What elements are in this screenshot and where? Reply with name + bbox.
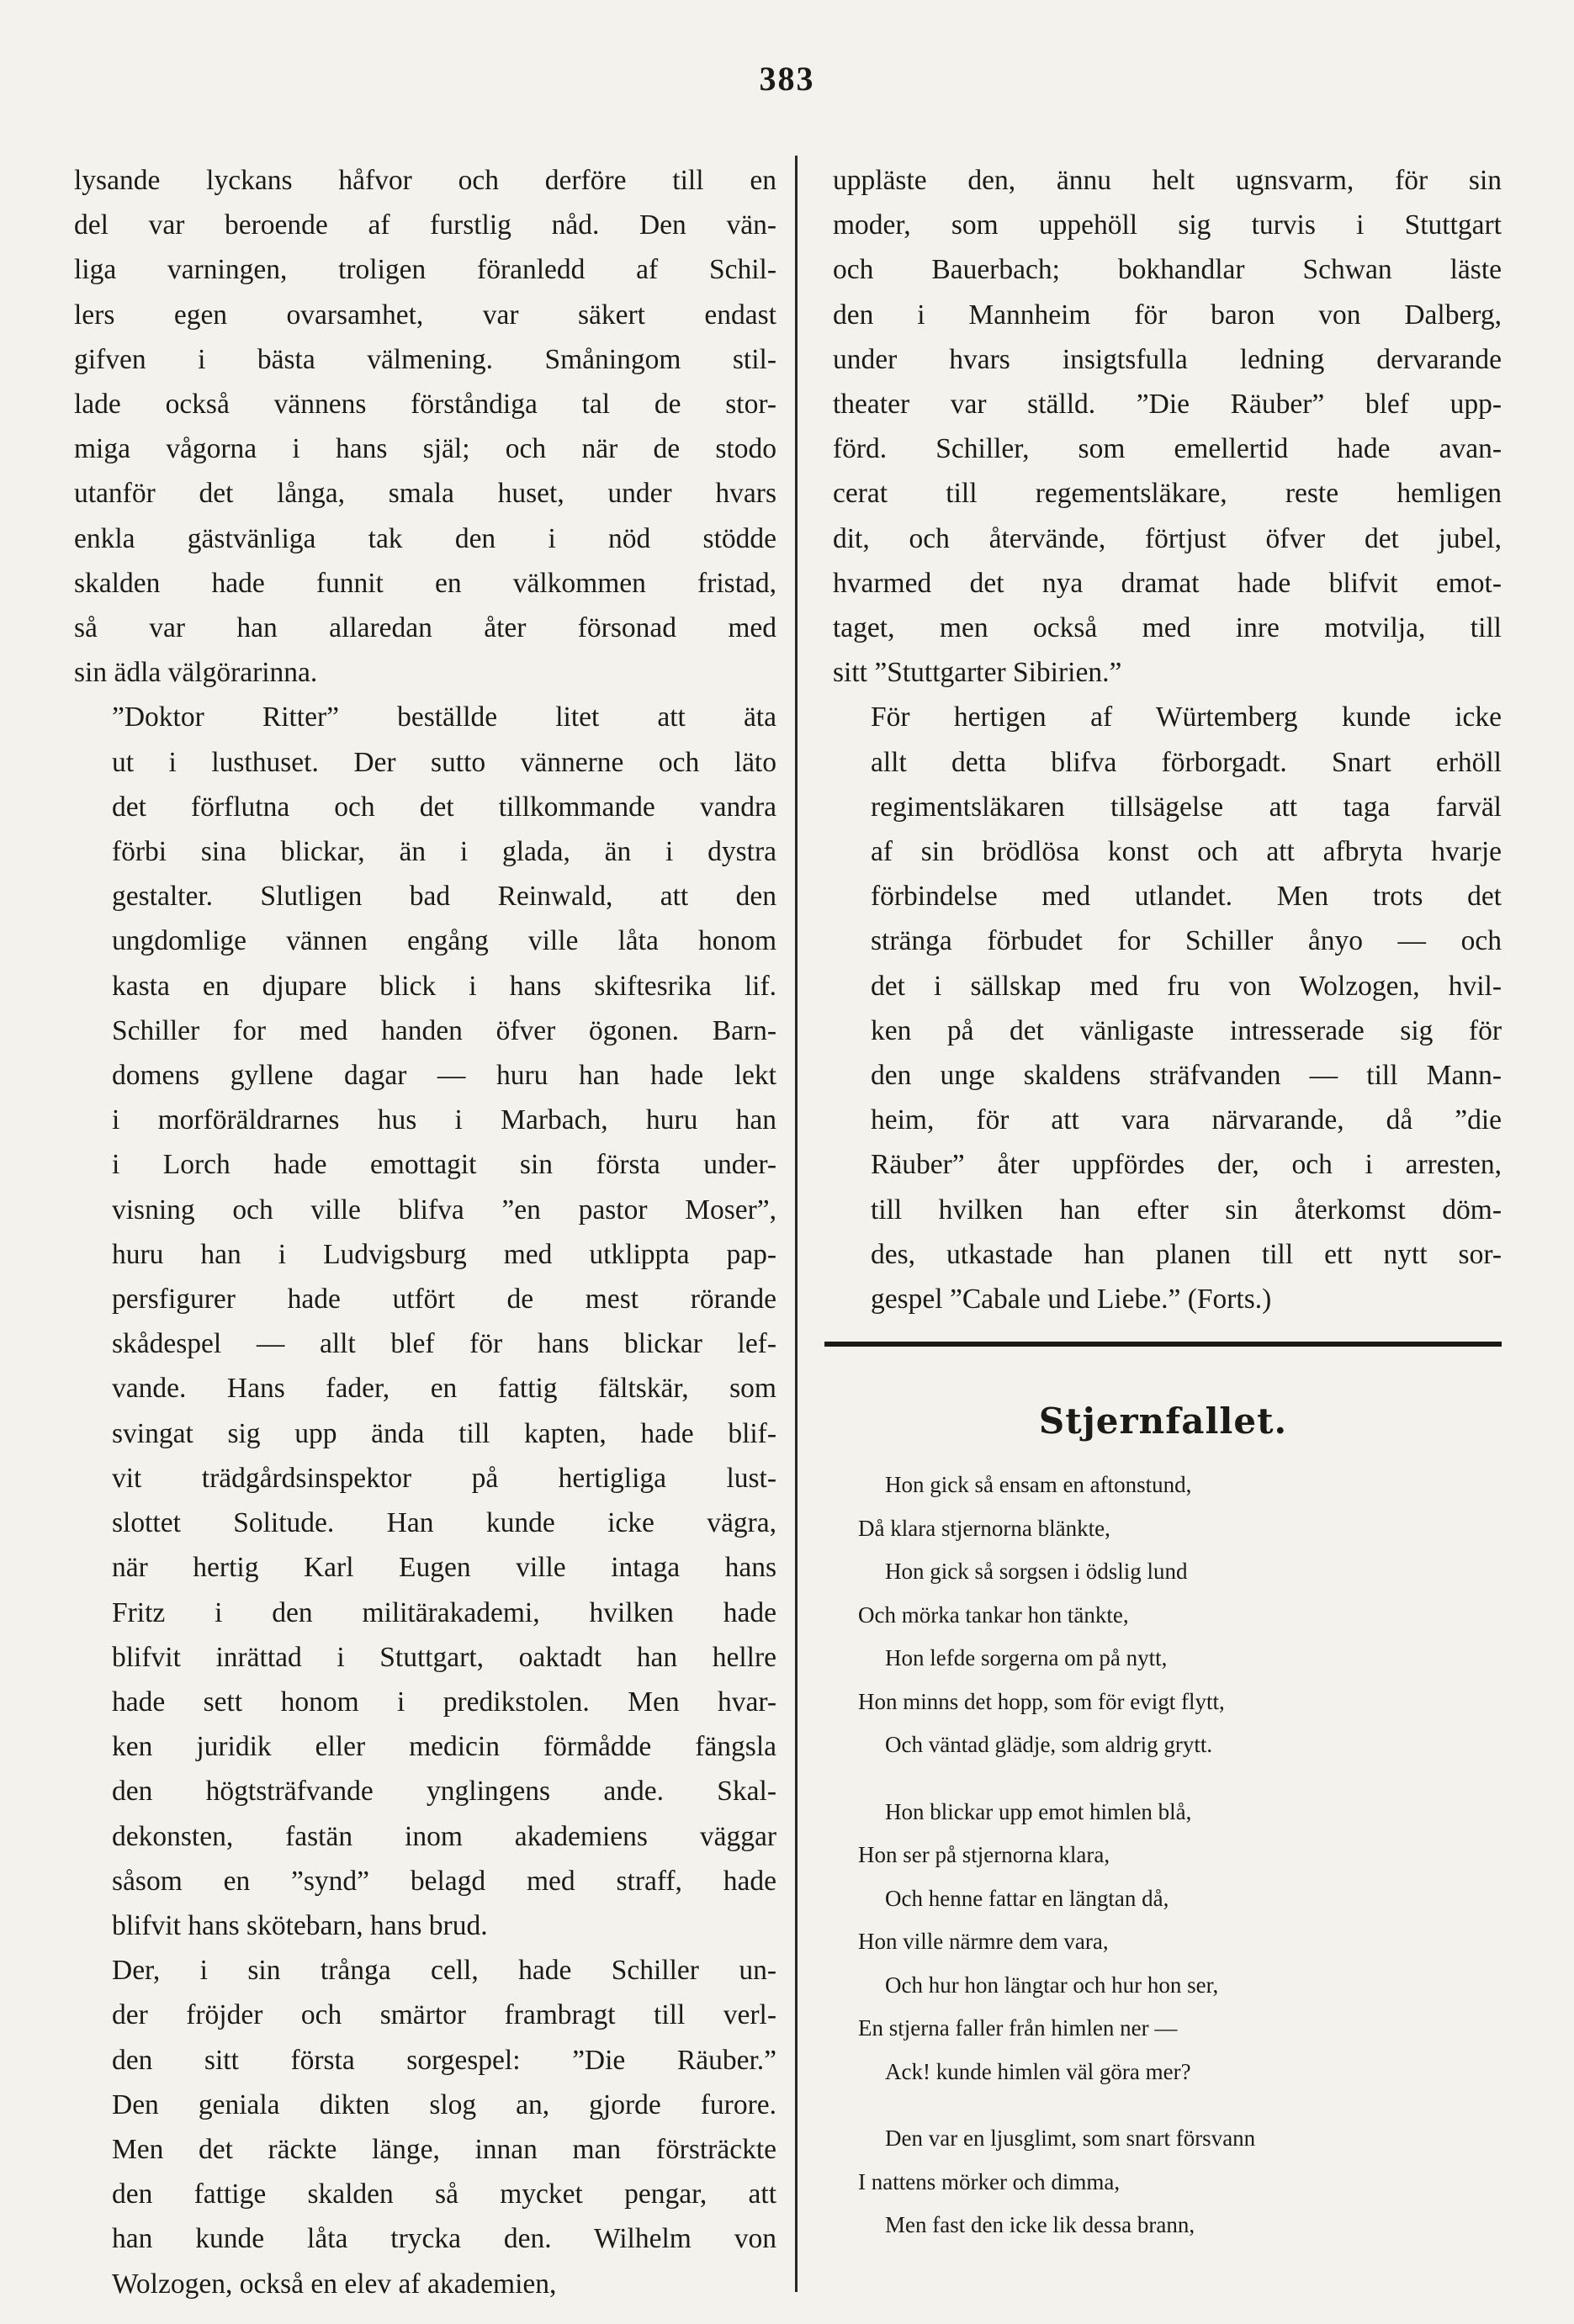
poem-line: Och hur hon längtar och hur hon ser,	[885, 1972, 1219, 1998]
text-line: den i Mannheim för baron von Dalberg,	[833, 299, 1502, 331]
text-line: domens gyllene dagar — huru han hade lekt	[112, 1060, 776, 1092]
paragraph	[74, 1948, 776, 2306]
poem-line: En stjerna faller från himlen ner —	[858, 2015, 1178, 2041]
paragraph	[74, 695, 776, 1948]
poem-stanza	[858, 1464, 1497, 1767]
text-line: enkla gästvänliga tak den i nöd stödde	[74, 522, 776, 554]
paragraph	[833, 695, 1502, 1321]
text-line: cerat till regementsläkare, reste hemligen	[833, 478, 1502, 510]
text-line: persfigurer hade utfört de mest rörande	[112, 1284, 776, 1316]
text-line: Men det räckte länge, innan man försträckte	[112, 2133, 776, 2165]
section-rule	[824, 1342, 1502, 1347]
text-line: Fritz i den militärakademi, hvilken hade	[112, 1596, 776, 1628]
poem-line: Hon gick så ensam en aftonstund,	[885, 1472, 1192, 1497]
text-line: utanför det långa, smala huset, under hvars	[74, 478, 776, 510]
poem-line: Hon lefde sorgerna om på nytt,	[885, 1645, 1168, 1670]
poem-line: I nattens mörker och dimma,	[858, 2168, 1121, 2194]
text-line: lade också vännens förståndiga tal de stor-	[74, 389, 776, 421]
poem-stanza	[858, 1791, 1497, 2094]
text-line: uppläste den, ännu helt ugnsvarm, för sin	[833, 165, 1502, 196]
text-line: till hvilken han efter sin återkomst döm-	[871, 1194, 1502, 1226]
text-line: ”Doktor Ritter” beställde litet att äta	[112, 701, 776, 733]
text-line: Den geniala dikten slog an, gjorde furore.	[112, 2088, 776, 2120]
page-number: 383	[759, 60, 815, 98]
text-line: det förflutna och det tillkommande vandra	[112, 791, 776, 823]
text-line: sitt ”Stuttgarter Sibirien.”	[833, 657, 1122, 689]
text-line: ut i lusthuset. Der sutto vännerne och läto	[112, 746, 776, 778]
poem-line: Och mörka tankar hon tänkte,	[858, 1601, 1129, 1628]
text-line: i Lorch hade emottagit sin första under-	[112, 1149, 776, 1181]
text-line: vande. Hans fader, en fattig fältskär, som	[112, 1373, 776, 1405]
poem-line: Och väntad glädje, som aldrig grytt.	[885, 1732, 1213, 1757]
text-line: lysande lyckans håfvor och derföre till en	[74, 165, 776, 196]
poem-line: Den var en ljusglimt, som snart försvann	[885, 2125, 1256, 2151]
text-line: liga varningen, troligen föranledd af Schil-	[74, 254, 776, 286]
text-line: des, utkastade han planen till ett nytt sor-	[871, 1238, 1502, 1270]
text-line: den fattige skalden så mycket pengar, att	[112, 2178, 776, 2210]
text-line: heim, för att vara närvarande, då ”die	[871, 1104, 1502, 1136]
text-line: dekonsten, fastän inom akademiens väggar	[112, 1820, 776, 1852]
poem-line: Hon ville närmre dem vara,	[858, 1929, 1109, 1954]
text-line: skalden hade funnit en välkommen fristad,	[74, 567, 776, 599]
text-line: der fröjder och smärtor frambragt till verl-	[112, 1999, 776, 2031]
text-line: miga vågorna i hans själ; och när de stodo	[74, 433, 776, 465]
text-line: För hertigen af Würtemberg kunde icke	[871, 701, 1502, 733]
right-column	[833, 158, 1502, 1321]
text-line: moder, som uppehöll sig turvis i Stuttgart	[833, 209, 1502, 241]
text-line: taget, men också med inre motvilja, till	[833, 612, 1502, 644]
column-divider	[795, 156, 798, 2292]
poem-line: Då klara stjernorna blänkte,	[858, 1515, 1110, 1541]
text-line: del var beroende af furstlig nåd. Den vän-	[74, 209, 776, 241]
text-line: förd. Schiller, som emellertid hade avan-	[833, 433, 1502, 465]
text-line: visning och ville blifva ”en pastor Moser”,	[112, 1194, 776, 1226]
text-line: hade sett honom i predikstolen. Men hvar-	[112, 1686, 776, 1718]
text-line: under hvars insigtsfulla ledning dervarande	[833, 343, 1502, 375]
text-line: ken på det vänligaste intresserade sig för	[871, 1014, 1502, 1046]
text-line: allt detta blifva förborgadt. Snart erhöll	[871, 746, 1502, 778]
text-line: hvarmed det nya dramat hade blifvit emot-	[833, 567, 1502, 599]
text-line: theater var ställd. ”Die Räuber” blef upp-	[833, 389, 1502, 421]
poem-line: Hon ser på stjernorna klara,	[858, 1842, 1110, 1867]
text-line: gespel ”Cabale und Liebe.” (Forts.)	[871, 1284, 1272, 1316]
text-line: ken juridik eller medicin förmådde fängsla	[112, 1731, 776, 1763]
text-line: förbindelse med utlandet. Men trots det	[871, 881, 1502, 913]
text-line: ungdomlige vännen engång ville låta honom	[112, 925, 776, 957]
poem-line: Hon gick så sorgsen i ödslig lund	[885, 1559, 1188, 1584]
poem-line: Ack! kunde himlen väl göra mer?	[885, 2058, 1191, 2084]
text-line: det i sällskap med fru von Wolzogen, hvil-	[871, 970, 1502, 1002]
text-line: svingat sig upp ända till kapten, hade blif-	[112, 1417, 776, 1449]
poem-line: Och henne fattar en längtan då,	[885, 1885, 1169, 1911]
poem	[858, 1464, 1497, 2271]
poem-line: Hon blickar upp emot himlen blå,	[885, 1798, 1192, 1824]
poem-title: Stjernfallet.	[1038, 1400, 1288, 1442]
text-line: så var han allaredan åter försonad med	[74, 612, 776, 644]
text-line: han kunde låta trycka den. Wilhelm von	[112, 2223, 776, 2255]
text-line: gestalter. Slutligen bad Reinwald, att den	[112, 881, 776, 913]
text-line: när hertig Karl Eugen ville intaga hans	[112, 1552, 776, 1584]
text-line: såsom en ”synd” belagd med straff, hade	[112, 1865, 776, 1897]
text-line: och Bauerbach; bokhandlar Schwan läste	[833, 254, 1502, 286]
text-line: Der, i sin trånga cell, hade Schiller un-	[112, 1955, 776, 1987]
text-line: blifvit inrättad i Stuttgart, oaktadt han hellre	[112, 1641, 776, 1673]
text-line: Räuber” åter uppfördes der, och i arresten,	[871, 1149, 1502, 1181]
text-line: gifven i bästa välmening. Småningom stil-	[74, 343, 776, 375]
text-line: Schiller for med handen öfver ögonen. Barn-	[112, 1014, 776, 1046]
paragraph	[833, 158, 1502, 695]
text-line: den sitt första sorgespel: ”Die Räuber.”	[112, 2044, 776, 2076]
text-line: sin ädla välgörarinna.	[74, 657, 318, 689]
text-line: slottet Solitude. Han kunde icke vägra,	[112, 1507, 776, 1539]
text-line: skådespel — allt blef för hans blickar lef-	[112, 1328, 776, 1360]
text-line: vit trädgårdsinspektor på hertigliga lust-	[112, 1462, 776, 1494]
text-line: blifvit hans skötebarn, hans brud.	[112, 1909, 488, 1941]
text-line: af sin brödlösa konst och att afbryta hvarje	[871, 836, 1502, 868]
poem-line: Hon minns det hopp, som för evigt flytt,	[858, 1688, 1225, 1714]
text-line: kasta en djupare blick i hans skiftesrika lif.	[112, 970, 776, 1002]
poem-stanza	[858, 2117, 1497, 2247]
text-line: förbi sina blickar, än i glada, än i dystra	[112, 836, 776, 868]
text-line: i morföräldrarnes hus i Marbach, huru han	[112, 1104, 776, 1136]
text-line: den högtsträfvande ynglingens ande. Skal-	[112, 1776, 776, 1808]
left-column	[74, 158, 776, 2306]
text-line: stränga förbudet for Schiller ånyo — och	[871, 925, 1502, 957]
text-line: huru han i Ludvigsburg med utklippta pap-	[112, 1238, 776, 1270]
paragraph	[74, 158, 776, 695]
text-line: regimentsläkaren tillsägelse att taga farväl	[871, 791, 1502, 823]
text-line: lers egen ovarsamhet, var säkert endast	[74, 299, 776, 331]
text-line: den unge skaldens sträfvanden — till Mann-	[871, 1060, 1502, 1092]
poem-line: Men fast den icke lik dessa brann,	[885, 2212, 1195, 2237]
text-line: dit, och återvände, förtjust öfver det jubel,	[833, 522, 1502, 554]
text-line: Wolzogen, också en elev af akademien,	[112, 2268, 557, 2300]
